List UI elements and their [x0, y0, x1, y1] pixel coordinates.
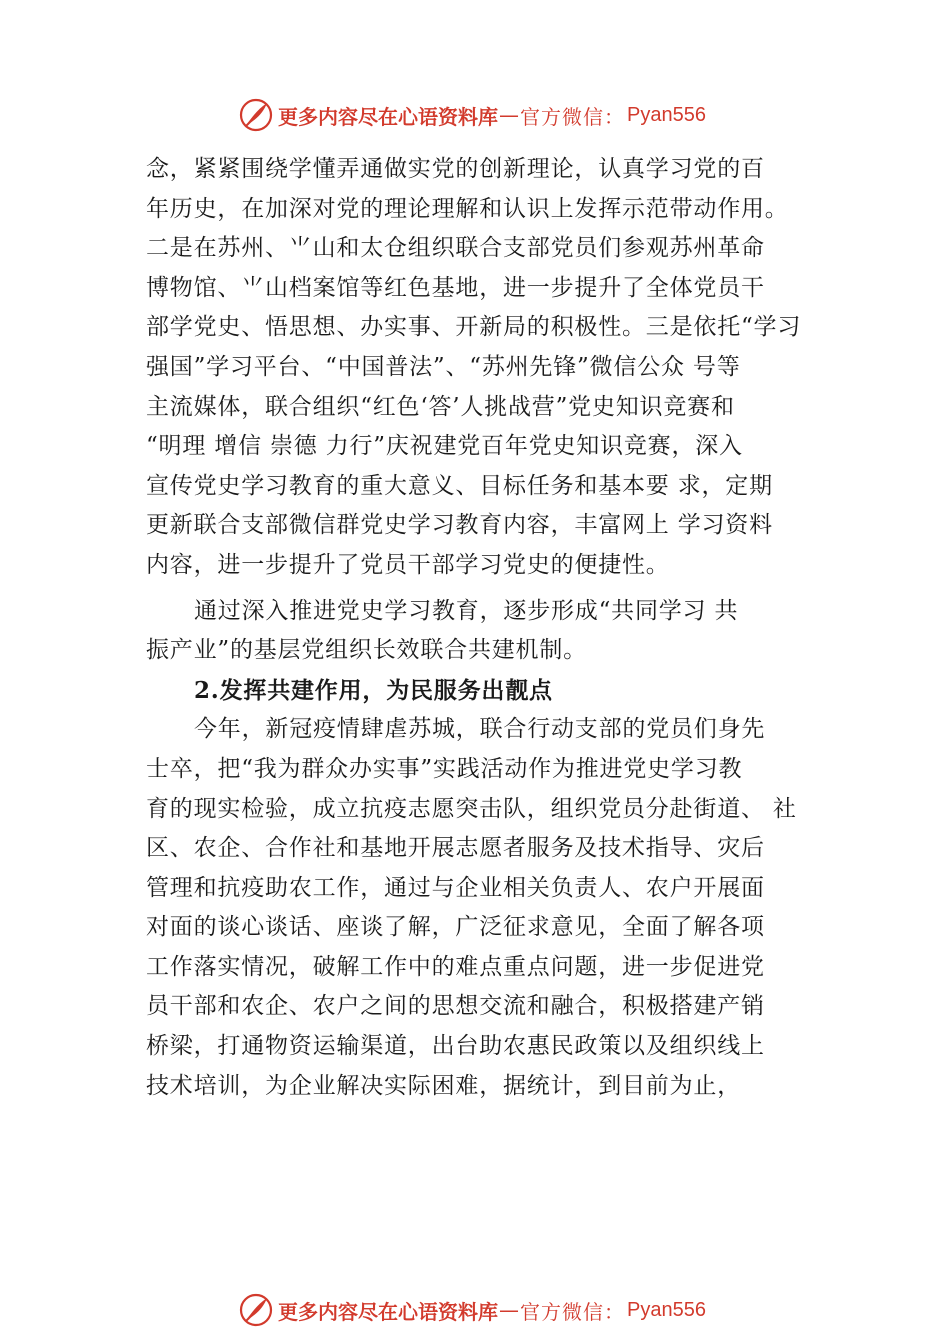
banner-site-name: 更多内容尽在心语资料库: [278, 1299, 498, 1324]
section-heading: 2.发挥共建作用，为民服务出靓点: [194, 676, 553, 704]
text-line: 育的现实检验，成立抗疫志愿突击队，组织党员分赴街道、 社: [146, 795, 797, 822]
quill-pen-logo-icon: [238, 1292, 274, 1328]
banner-official-label: 官方微信：: [520, 1299, 625, 1324]
text-line: “明理 增信 崇德 力行”庆祝建党百年党史知识竞赛，深入: [146, 433, 743, 460]
text-line: 宣传党史学习教育的重大意义、目标任务和基本要 求，定期: [146, 472, 773, 499]
text-line: 通过深入推进党史学习教育，逐步形成“共同学习 共: [194, 597, 739, 624]
text-line: 强国”学习平台、“中国普法”、“苏州先锋”微信公众 号等: [146, 353, 741, 380]
banner-wechat-id: Pyan556: [627, 1298, 706, 1321]
document-body: [146, 150, 836, 1106]
text-line: 主流媒体，联合组织“红色‘答’人挑战营”党史知识竞赛和: [146, 393, 735, 420]
text-line: 管理和抗疫助农工作，通过与企业相关负责人、农户开展面: [146, 874, 765, 901]
text-line: 二是在苏州、⺌山和太仓组织联合支部党员们参观苏州革命: [146, 235, 765, 262]
text-line: 念，紧紧围绕学懂弄通做实党的创新理论，认真学习党的百: [146, 156, 765, 182]
text-line: 振产业”的基层党组织长效联合共建机制。: [146, 637, 587, 664]
header-watermark-banner: [238, 95, 706, 135]
footer-watermark-banner: [238, 1290, 706, 1330]
text-line: 内容，进一步提升了党员干部学习党史的便捷性。: [146, 551, 670, 578]
banner-dash: —: [499, 103, 519, 127]
text-line: 更新联合支部微信群党史学习教育内容，丰富网上 学习资料: [146, 512, 773, 539]
text-line: 士卒，把“我为群众办实事”实践活动作为推进党史学习教: [146, 755, 743, 782]
text-line: 部学党史、悟思想、办实事、开新局的积极性。三是依托“学习: [146, 314, 802, 341]
banner-site-name: 更多内容尽在心语资料库: [278, 104, 498, 129]
text-line: 技术培训，为企业解决实际困难，据统计，到目前为止，: [146, 1072, 741, 1099]
text-line: 博物馆、⺌山档案馆等红色基地，进一步提升了全体党员干: [146, 274, 765, 301]
text-line: 年历史，在加深对党的理论理解和认识上发挥示范带动作用。: [146, 195, 789, 222]
quill-pen-logo-icon: [238, 97, 274, 133]
text-line: 区、农企、合作社和基地开展志愿者服务及技术指导、灾后: [146, 835, 765, 862]
banner-official-label: 官方微信：: [520, 104, 625, 129]
banner-dash: —: [499, 1298, 519, 1322]
text-line: 员干部和农企、农户之间的思想交流和融合，积极搭建产销: [146, 993, 765, 1020]
banner-wechat-id: Pyan556: [627, 103, 706, 126]
text-line: 对面的谈心谈话、座谈了解，广泛征求意见，全面了解各项: [146, 914, 765, 941]
text-line: 工作落实情况，破解工作中的难点重点问题，进一步促进党: [146, 953, 765, 980]
text-line: 桥梁，打通物资运输渠道，出台助农惠民政策以及组织线上: [146, 1033, 765, 1060]
text-line: 今年，新冠疫情肆虐苏城，联合行动支部的党员们身先: [194, 716, 766, 743]
